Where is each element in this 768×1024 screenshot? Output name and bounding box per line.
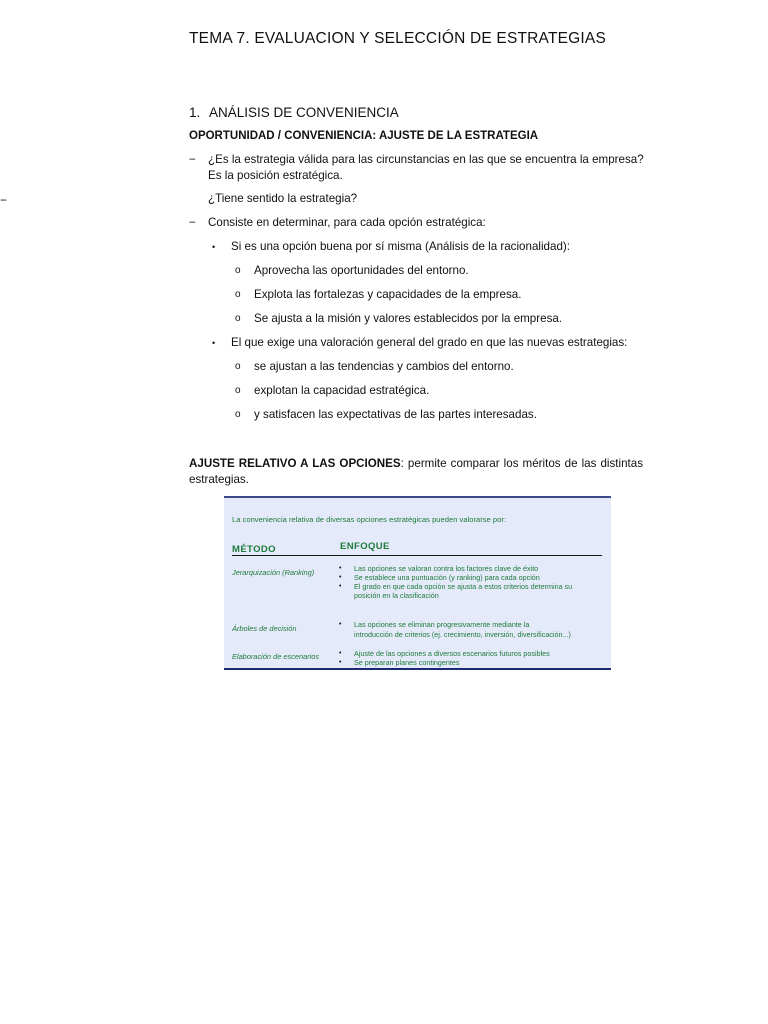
bullet1-text: Si es una opción buena por sí misma (Análisis de la racionalidad): [231,240,570,253]
item1-line2: Es la posición estratégica. [208,169,343,182]
figure-item: • Ajuste de las opciones a diversos escenarios futuros posibles [339,649,550,658]
figure-item-continuation: introducción de criterios (ej. crecimiento, inversión, diversificación...) [354,630,571,639]
bullet2-sub2: explotan la capacidad estratégica. [254,384,430,397]
dash-marker: − [189,153,196,166]
figure-item: • El grado en que cada opción se ajusta a estos criterios determina su [339,582,573,591]
stray-dash-mark: − [0,193,8,207]
dash-marker: − [189,216,196,229]
figure-intro: La conveniencia relativa de diversas opciones estratégicas pueden valorarse por: [232,515,506,524]
circle-marker: o [235,313,241,324]
bullet-marker: • [212,242,216,252]
bullet1-sub2: Explota las fortalezas y capacidades de la empresa. [254,288,522,301]
bullet1-sub3: Se ajusta a la misión y valores establecidos por la empresa. [254,312,563,325]
column-header-focus: ENFOQUE [340,541,390,552]
section-heading-text: ANÁLISIS DE CONVENIENCIA [209,105,399,120]
item1-line3: ¿Tiene sentido la estrategia? [208,192,358,205]
bullet-marker: • [212,338,216,348]
method-ranking: Jerarquización (Ranking) [232,568,315,577]
ajuste-bold: AJUSTE RELATIVO A LAS OPCIONES [189,457,401,470]
bullet-marker: • [339,659,342,666]
column-header-method: MÉTODO [232,544,276,555]
conveniencia-figure [224,496,611,670]
header-rule [232,555,602,556]
method-scenarios: Elaboración de escenarios [232,652,320,661]
figure-item: • Se establece una puntuación (y ranking) para cada opción [339,573,540,582]
figure-item-continuation: posición en la clasificación [354,591,439,600]
circle-marker: o [235,361,241,372]
circle-marker: o [235,265,241,276]
subheading: OPORTUNIDAD / CONVENIENCIA: AJUSTE DE LA ESTRATEGIA [189,130,539,142]
figure-item: • Se preparan planes contingentes [339,658,460,667]
bullet-marker: • [339,621,342,628]
bullet-marker: • [339,650,342,657]
ajuste-rest: : permite comparar los méritos de las distintas estrategias. [189,457,643,486]
bullet-marker: • [339,583,342,590]
section-heading [189,105,399,120]
bullet2-sub1: se ajustan a las tendencias y cambios del entorno. [254,360,514,373]
figure-item: • Las opciones se eliminan progresivamente mediante la [339,620,530,629]
bullet1-sub1: Aprovecha las oportunidades del entorno. [254,264,469,277]
figure-item: • Las opciones se valoran contra los factores clave de éxito [339,564,539,573]
method-decision-trees: Árboles de decisión [232,624,297,633]
bullet-marker: • [339,565,342,572]
ajuste-paragraph [189,456,643,488]
circle-marker: o [235,289,241,300]
page-title: TEMA 7. EVALUACION Y SELECCIÓN DE ESTRATEGIAS [189,30,606,47]
section-number: 1. [189,105,201,120]
bullet2-sub3: y satisfacen las expectativas de las partes interesadas. [254,408,537,421]
item1-line1: ¿Es la estrategia válida para las circunstancias en las que se encuentra la empresa? [208,153,644,166]
item2-text: Consiste en determinar, para cada opción estratégica: [208,216,486,229]
circle-marker: o [235,409,241,420]
bullet-marker: • [339,574,342,581]
circle-marker: o [235,385,241,396]
bullet2-text: El que exige una valoración general del grado en que las nuevas estrategias: [231,336,628,349]
